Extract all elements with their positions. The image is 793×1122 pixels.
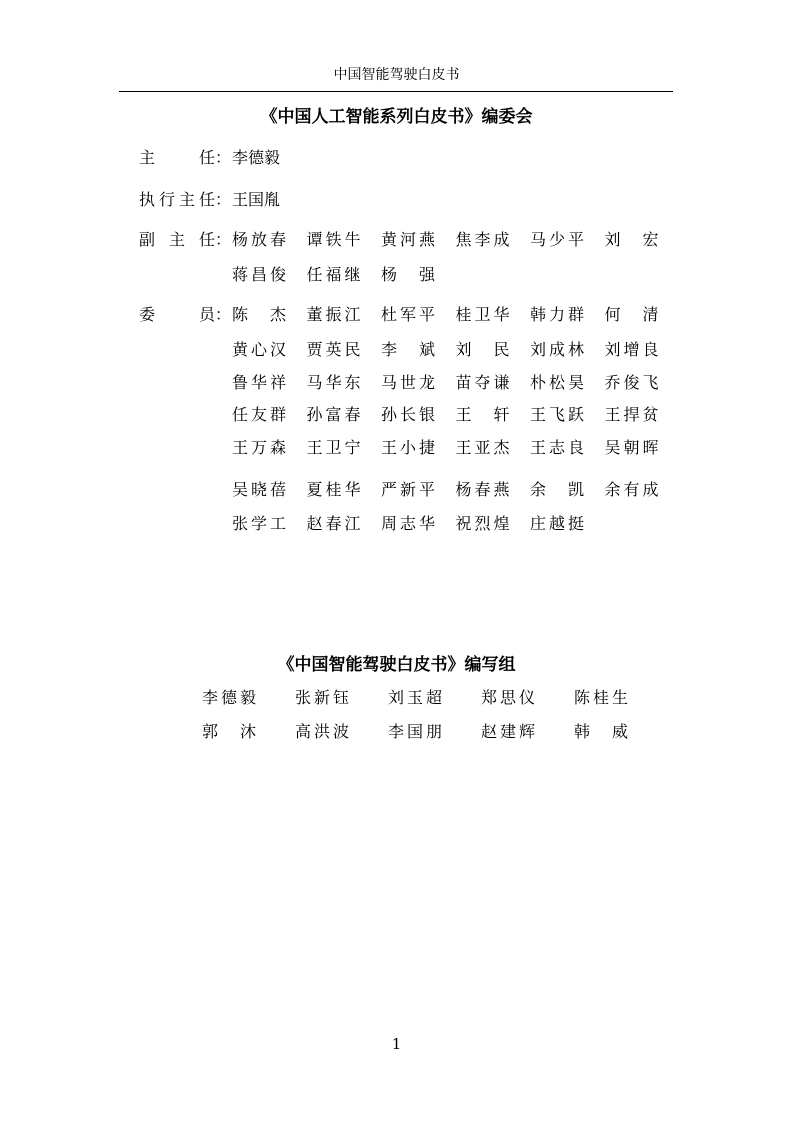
member-name: 苗 夺 谦 xyxy=(455,373,510,392)
vice-chairs-colon: ： xyxy=(215,230,232,249)
writing-group-member-name: 郑 思 仪 xyxy=(481,688,535,707)
member-name: 朴 松 昊 xyxy=(530,373,584,392)
member-name: 王 飞 跃 xyxy=(530,405,584,424)
member-name: 杨 春 燕 xyxy=(455,480,510,499)
member-name: 何 清 xyxy=(604,305,659,324)
member-name: 夏 桂 华 xyxy=(306,480,361,499)
member-name: 王 轩 xyxy=(455,405,510,424)
members-label: 委 员 xyxy=(139,305,215,324)
member-name: 鲁 华 祥 xyxy=(232,373,286,392)
vice-chair-name: 焦 李 成 xyxy=(455,230,510,249)
writing-group-member-name: 刘 玉 超 xyxy=(388,688,442,707)
vice-chair-name: 马 少 平 xyxy=(530,230,584,249)
member-name: 王 志 良 xyxy=(530,438,584,457)
vice-chairs-label: 副 主 任 xyxy=(139,230,215,249)
member-name: 严 新 平 xyxy=(381,480,435,499)
member-name: 马 华 东 xyxy=(306,373,361,392)
member-name: 韩 力 群 xyxy=(530,305,584,324)
chair-label: 主 任 xyxy=(139,148,215,167)
member-name: 陈 杰 xyxy=(232,305,286,324)
member-name: 吴 朝 晖 xyxy=(604,438,659,457)
writing-group-member-name: 郭 沐 xyxy=(202,722,256,741)
member-name: 余 凯 xyxy=(530,480,584,499)
executive-chair-name: 王国胤 xyxy=(232,190,281,209)
writing-group-member-name: 高 洪 波 xyxy=(295,722,349,741)
member-name: 孙 富 春 xyxy=(306,405,361,424)
member-name: 王 小 捷 xyxy=(381,438,435,457)
writing-group-member-name: 韩 威 xyxy=(574,722,628,741)
member-name: 余 有 成 xyxy=(604,480,659,499)
member-name: 刘 民 xyxy=(455,340,510,359)
writing-group-member-name: 李 国 朋 xyxy=(388,722,442,741)
header-rule xyxy=(119,91,673,92)
member-name: 王 亚 杰 xyxy=(455,438,510,457)
member-name: 贾 英 民 xyxy=(306,340,361,359)
member-name: 祝 烈 煌 xyxy=(455,514,510,533)
writing-group-title: 《中国智能驾驶白皮书》编写组 xyxy=(277,655,516,675)
member-name: 马 世 龙 xyxy=(381,373,435,392)
member-name: 吴 晓 蓓 xyxy=(232,480,286,499)
member-name: 桂 卫 华 xyxy=(455,305,510,324)
vice-chair-name: 黄 河 燕 xyxy=(381,230,435,249)
executive-chair-colon: ： xyxy=(215,190,232,209)
page-number: 1 xyxy=(391,1035,402,1053)
member-name: 董 振 江 xyxy=(306,305,361,324)
vice-chair-name: 杨 强 xyxy=(381,265,435,284)
running-header: 中国智能驾驶白皮书 xyxy=(333,67,460,83)
vice-chair-name: 刘 宏 xyxy=(604,230,659,249)
writing-group-member-name: 李 德 毅 xyxy=(202,688,256,707)
executive-chair-label: 执 行 主 任 xyxy=(139,190,215,209)
vice-chair-name: 杨 放 春 xyxy=(232,230,286,249)
member-name: 赵 春 江 xyxy=(306,514,361,533)
member-name: 王 万 森 xyxy=(232,438,286,457)
member-name: 任 友 群 xyxy=(232,405,286,424)
member-name: 庄 越 挺 xyxy=(530,514,584,533)
writing-group-member-name: 赵 建 辉 xyxy=(481,722,535,741)
member-name: 张 学 工 xyxy=(232,514,286,533)
vice-chair-name: 谭 铁 牛 xyxy=(306,230,361,249)
member-name: 刘 增 良 xyxy=(604,340,659,359)
committee-title: 《中国人工智能系列白皮书》编委会 xyxy=(260,107,533,127)
member-name: 王 捍 贫 xyxy=(604,405,659,424)
member-name: 乔 俊 飞 xyxy=(604,373,659,392)
writing-group-member-name: 陈 桂 生 xyxy=(574,688,628,707)
member-name: 王 卫 宁 xyxy=(306,438,361,457)
vice-chair-name: 任 福 继 xyxy=(306,265,361,284)
member-name: 黄 心 汉 xyxy=(232,340,286,359)
chair-colon: ： xyxy=(215,148,232,167)
writing-group-member-name: 张 新 钰 xyxy=(295,688,349,707)
member-name: 孙 长 银 xyxy=(381,405,435,424)
member-name: 李 斌 xyxy=(381,340,435,359)
chair-name: 李德毅 xyxy=(232,148,281,167)
vice-chair-name: 蒋 昌 俊 xyxy=(232,265,286,284)
member-name: 周 志 华 xyxy=(381,514,435,533)
member-name: 刘 成 林 xyxy=(530,340,584,359)
member-name: 杜 军 平 xyxy=(381,305,435,324)
members-colon: ： xyxy=(215,305,232,324)
